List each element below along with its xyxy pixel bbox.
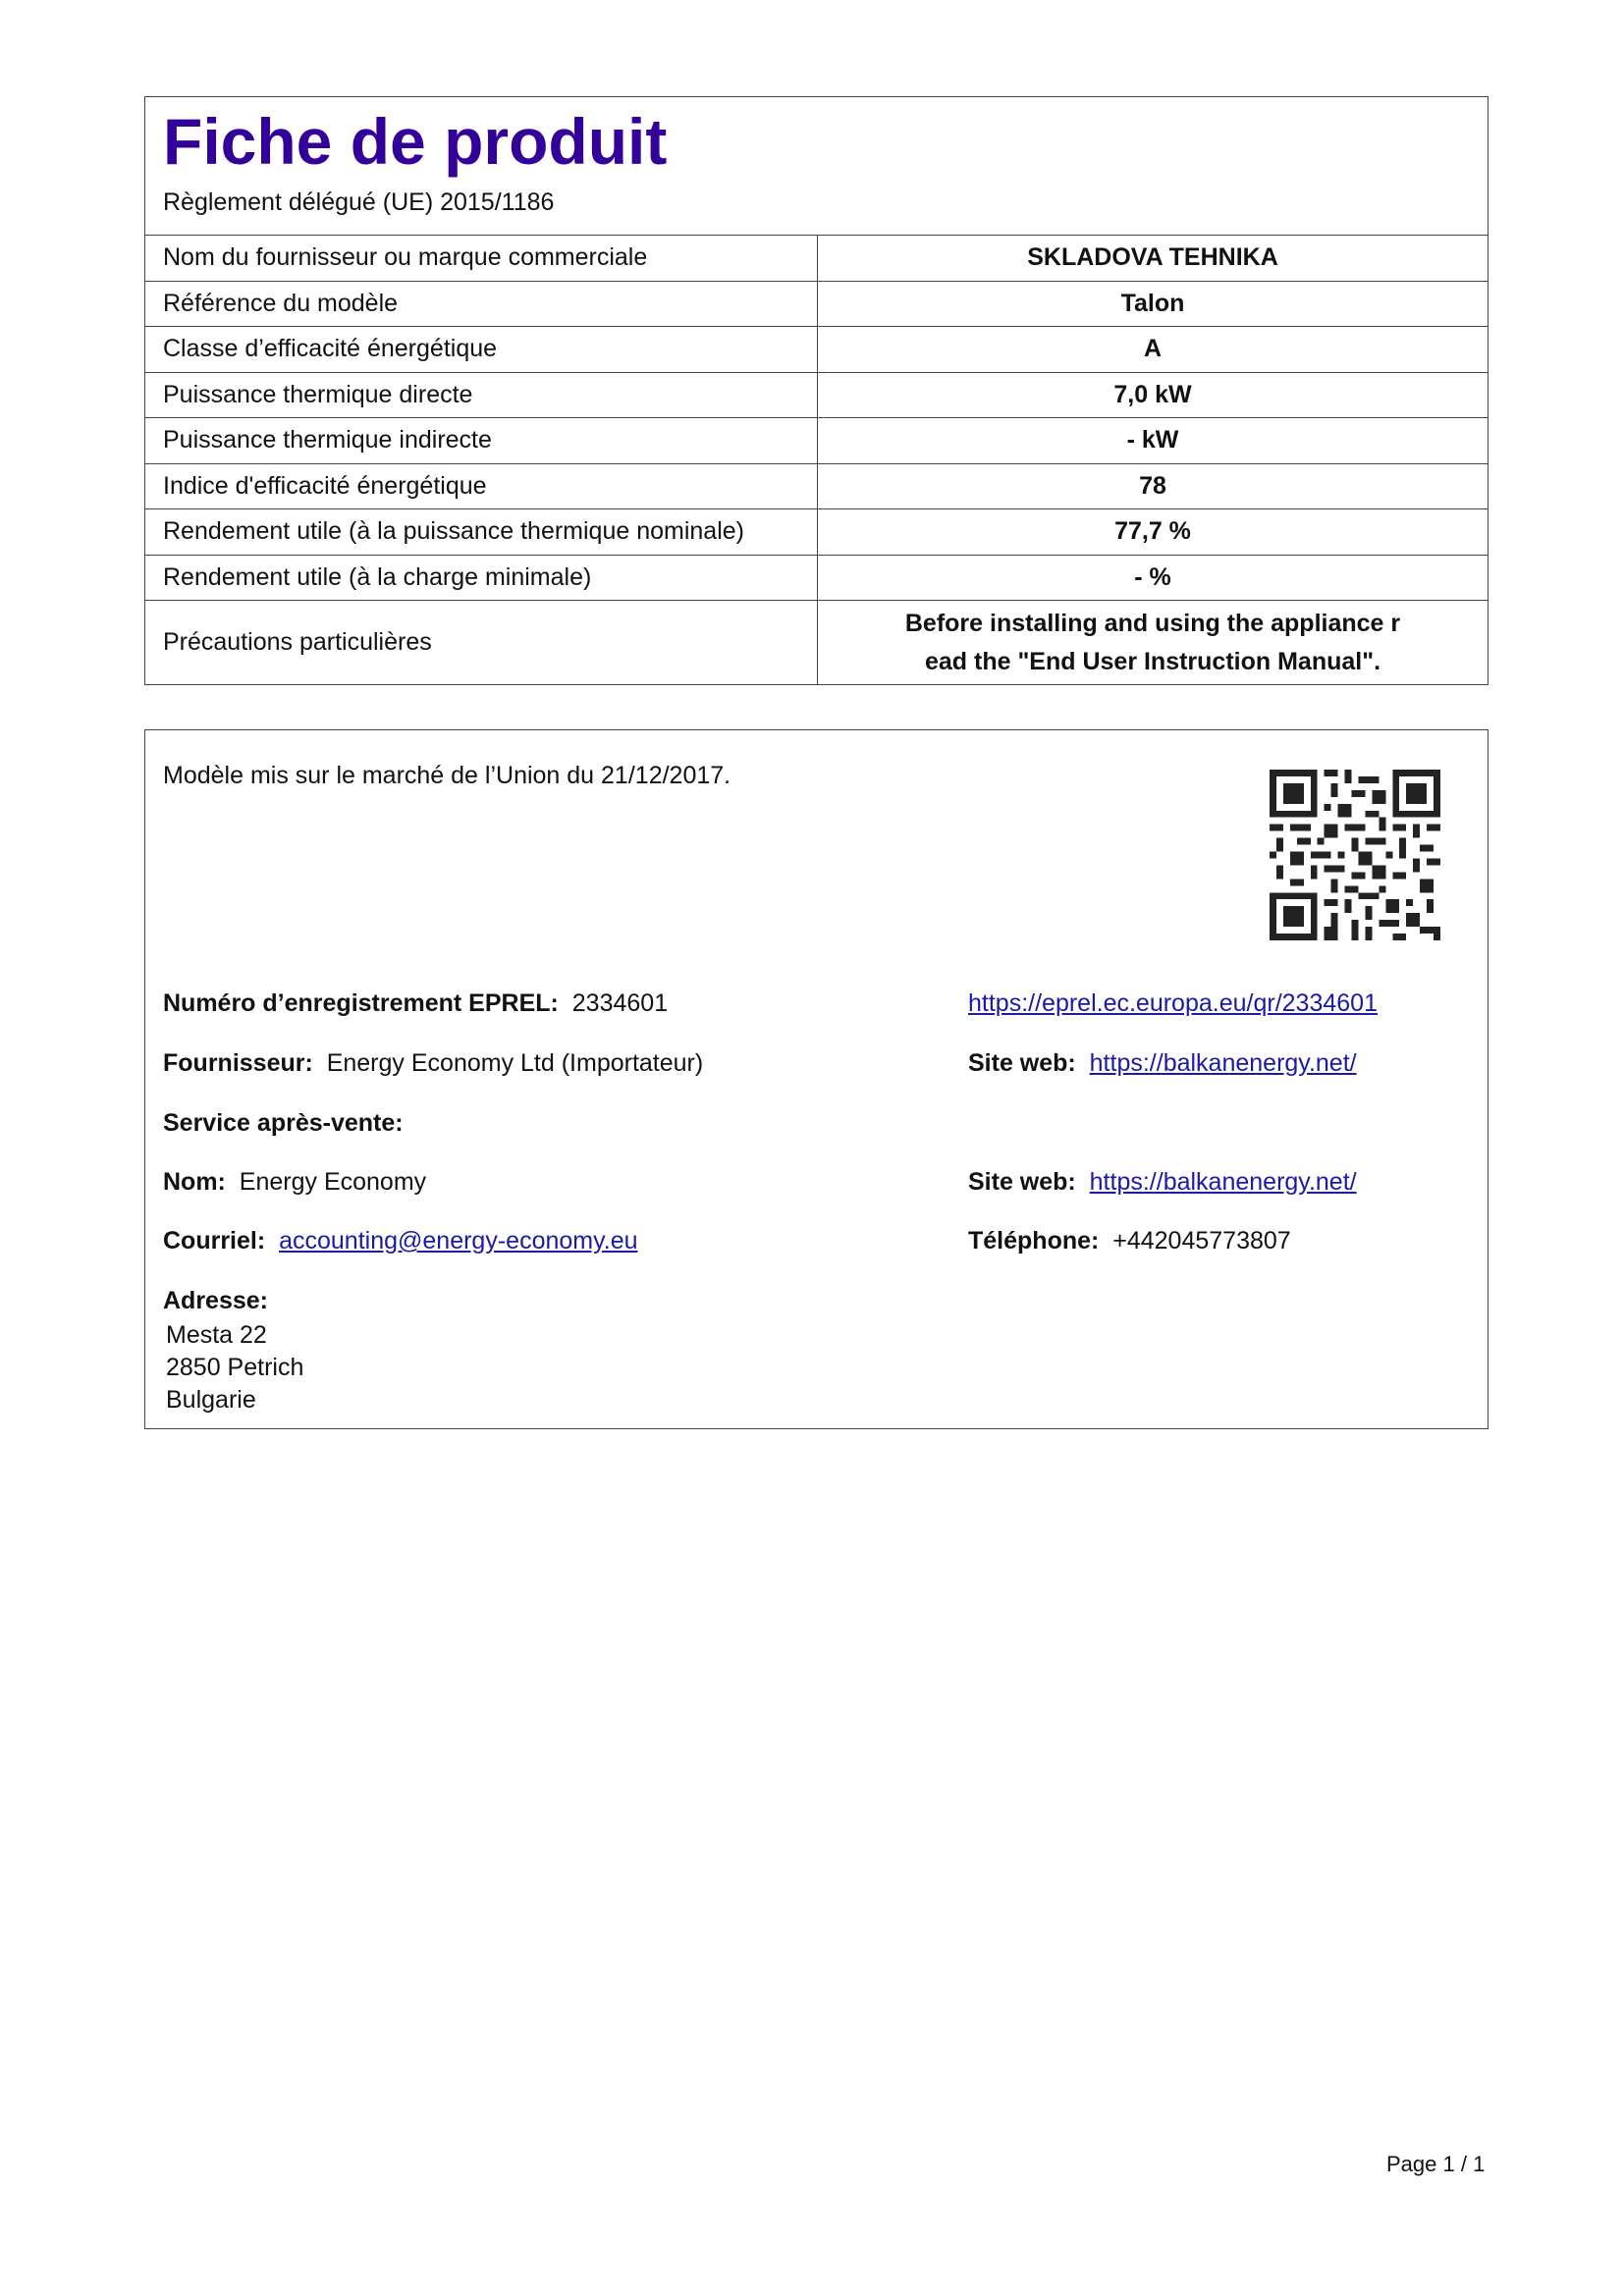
email-label: Courriel: [163,1227,266,1255]
eprel-label: Numéro d’enregistrement EPREL: [163,989,559,1017]
address-line-3: Bulgarie [166,1386,256,1414]
row-value: SKLADOVA TEHNIKA [818,236,1489,282]
address-line-1: Mesta 22 [166,1321,267,1349]
row-label: Précautions particulières [145,601,818,685]
table-row [145,463,1488,509]
row-value: A [818,327,1489,373]
website-label: Site web: [968,1168,1076,1196]
phone-row [968,1227,1291,1255]
row-label: Nom du fournisseur ou marque commerciale [145,236,818,282]
row-label: Classe d’efficacité énergétique [145,327,818,373]
eprel-link-row [968,989,1378,1018]
spec-table [145,235,1488,684]
table-row [145,601,1488,685]
market-date-text: Modèle mis sur le marché de l’Union du 21/12/2017. [163,762,731,789]
table-row [145,418,1488,464]
row-value: 7,0 kW [818,372,1489,418]
eprel-number: 2334601 [571,989,669,1017]
address-line-2: 2850 Petrich [166,1354,304,1381]
name-label: Nom: [163,1168,226,1196]
eprel-registration [163,989,668,1018]
supplier-row [163,1049,703,1078]
table-row [145,509,1488,556]
supplier-website-link[interactable]: https://balkanenergy.net/ [1089,1049,1357,1077]
row-value: Talon [818,281,1489,327]
row-label: Indice d'efficacité énergétique [145,463,818,509]
row-value: 77,7 % [818,509,1489,556]
service-website-link[interactable]: https://balkanenergy.net/ [1089,1168,1357,1196]
supplier-website-row [968,1049,1357,1078]
precautions-line-1: Before installing and using the appliance r [904,609,1401,637]
name-row [163,1168,426,1197]
table-row [145,555,1488,601]
address-label: Adresse: [163,1287,268,1314]
supplier-value: Energy Economy Ltd (Importateur) [326,1049,704,1077]
supplier-label: Fournisseur: [163,1049,313,1077]
table-row [145,281,1488,327]
regulation-subtitle: Règlement délégué (UE) 2015/1186 [163,188,555,217]
website-label: Site web: [968,1049,1076,1077]
row-value: - % [818,555,1489,601]
phone-value: +442045773807 [1112,1227,1291,1255]
row-label: Rendement utile (à la puissance thermique nominale) [145,509,818,556]
row-label: Référence du modèle [145,281,818,327]
row-value [818,601,1489,685]
service-website-row [968,1168,1357,1197]
email-row [163,1227,638,1255]
qr-code-icon [1270,770,1440,940]
page-number: Page 1 / 1 [1386,2152,1486,2176]
row-value: 78 [818,463,1489,509]
row-label: Puissance thermique indirecte [145,418,818,464]
email-link[interactable]: accounting@energy-economy.eu [279,1227,638,1255]
service-heading: Service après-vente: [163,1109,404,1137]
product-sheet-card [144,96,1489,685]
table-row [145,236,1488,282]
phone-label: Téléphone: [968,1227,1100,1255]
table-row [145,327,1488,373]
page-title: Fiche de produit [163,105,668,178]
precautions-line-2: ead the "End User Instruction Manual". [924,647,1381,675]
row-label: Puissance thermique directe [145,372,818,418]
table-row [145,372,1488,418]
name-value: Energy Economy [239,1168,427,1196]
row-value: - kW [818,418,1489,464]
row-label: Rendement utile (à la charge minimale) [145,555,818,601]
eprel-info-card [144,729,1489,1429]
eprel-link[interactable]: https://eprel.ec.europa.eu/qr/2334601 [968,989,1378,1017]
